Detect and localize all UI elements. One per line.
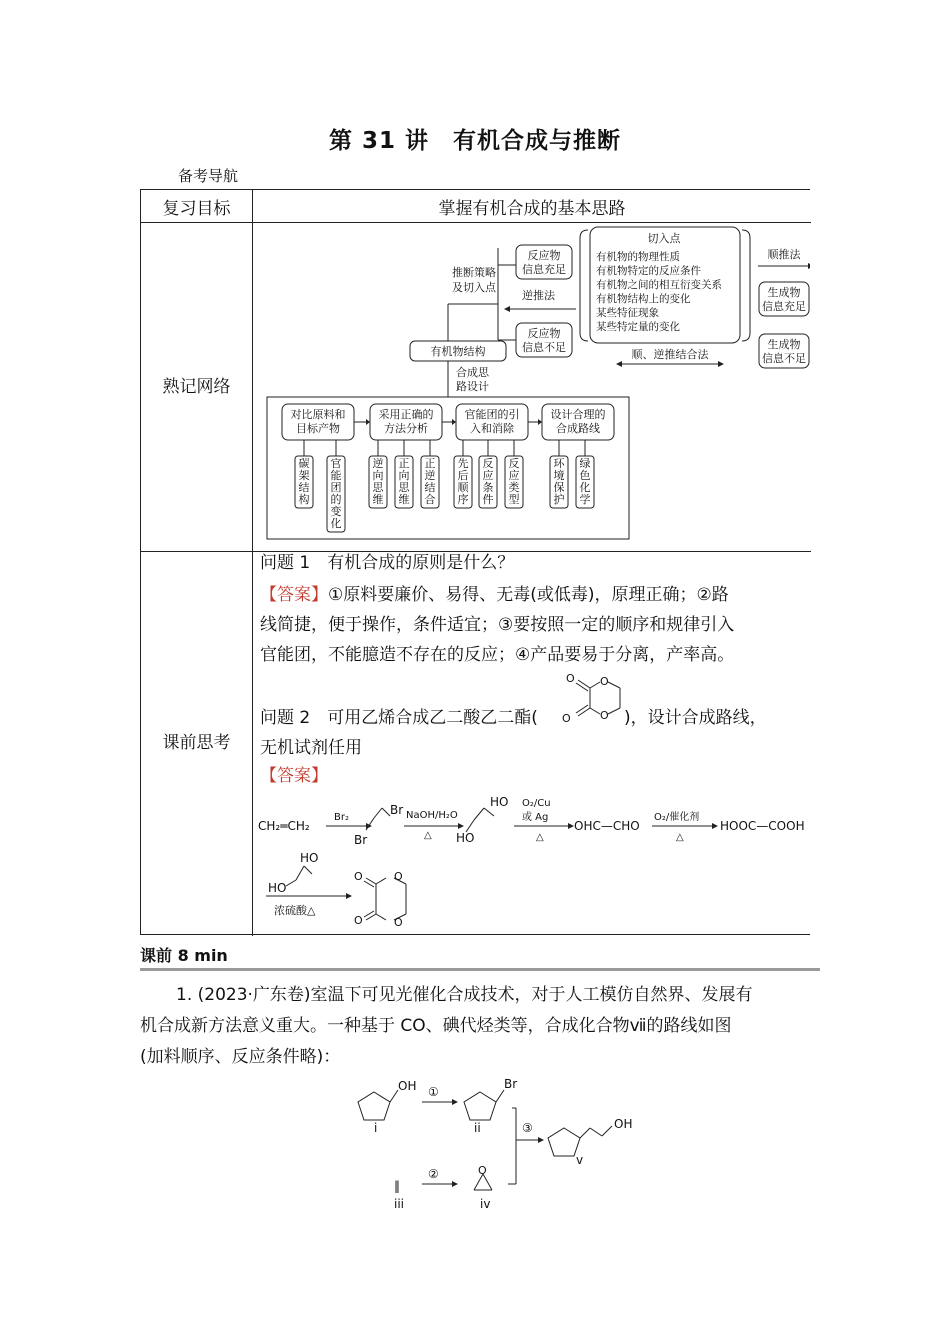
design-line2: 路设计 — [456, 380, 489, 393]
br-label: Br — [504, 1077, 518, 1091]
br-top: Br — [390, 803, 404, 817]
label-iii: iii — [394, 1197, 405, 1211]
step-label: 合成路线 — [556, 422, 600, 435]
step-1: ① — [428, 1085, 439, 1099]
br-bottom: Br — [354, 833, 368, 847]
step-label: 入和消除 — [470, 422, 514, 435]
entry-title: 切入点 — [647, 232, 681, 245]
ho-top-2: HO — [300, 851, 319, 865]
o-label: O — [394, 870, 403, 883]
label-ii: ii — [474, 1121, 481, 1135]
step-label: 目标产物 — [296, 422, 340, 435]
page-title: 第 31 讲 有机合成与推断 — [328, 128, 622, 154]
o-label: O — [354, 870, 363, 883]
step-label: 对比原料和 — [290, 408, 346, 421]
both-label: 顺、逆推结合法 — [631, 348, 709, 361]
sub-label: 官能团的变化 — [330, 458, 342, 530]
oh-label-v: OH — [614, 1117, 633, 1131]
entry-item: 有机物结构上的变化 — [596, 293, 691, 305]
reagent-o2cu: O₂/Cu — [522, 798, 551, 809]
question-2-line2: 无机试剂任用 — [260, 738, 362, 758]
q1-line3: (加料顺序、反应条件略)： — [140, 1047, 341, 1067]
entry-item: 某些特定量的变化 — [596, 321, 680, 333]
label-v: v — [576, 1153, 584, 1167]
reagent-o2-cat: O₂/催化剂 — [654, 812, 700, 823]
guide-label: 备考导航 — [178, 167, 239, 185]
glyoxal: OHC—CHO — [574, 819, 640, 833]
q1-line2: 机合成新方法意义重大。一种基于 CO、碘代烃类等，合成化合物ⅶ的路线如图 — [140, 1016, 732, 1036]
question-2-part2: )，设计合成路线， — [624, 708, 767, 728]
forward-label: 顺推法 — [767, 248, 801, 261]
step-label: 采用正确的 — [378, 408, 434, 421]
entry-item: 有机物的物理性质 — [596, 251, 680, 263]
strategy-line1: 推断策略 — [452, 266, 496, 279]
question-1-text — [140, 980, 820, 1073]
answer-tag: 【答案】 — [260, 585, 328, 605]
product-less-1: 生成物 — [767, 338, 801, 351]
section-label: 课前 8 min — [140, 946, 228, 965]
row-label-think: 课前思考 — [162, 733, 231, 753]
oxalic-acid: HOOC—COOH — [720, 819, 805, 833]
sub-label: 绿色化学 — [579, 458, 591, 506]
o-label: O — [566, 672, 575, 685]
row-label-goal: 复习目标 — [162, 199, 231, 219]
synthesis-route — [256, 790, 810, 930]
structure-label: 有机物结构 — [430, 345, 486, 358]
sub-label: 反应条件 — [482, 458, 494, 506]
forward-info-2: 信息充足 — [522, 263, 566, 276]
product-less-2: 信息不足 — [762, 352, 806, 365]
design-line1: 合成思 — [456, 366, 489, 379]
row-label-network: 熟记网络 — [162, 377, 231, 397]
o-label: O — [600, 709, 609, 722]
sub-label: 正向思维 — [398, 458, 410, 506]
answer-1 — [260, 580, 805, 670]
o-label: O — [562, 712, 571, 725]
sub-label: 反应类型 — [508, 458, 520, 506]
step-3: ③ — [522, 1121, 533, 1135]
o-label: O — [394, 916, 403, 929]
o-label: O — [354, 914, 363, 927]
answer-1-line2: 线简捷，便于操作，条件适宜；③要按照一定的顺序和规律引入 — [260, 615, 735, 635]
backward-info-1: 反应物 — [527, 327, 561, 340]
sub-label: 正逆结合 — [424, 458, 436, 506]
answer-2-tag: 【答案】 — [260, 766, 328, 786]
forward-info-1: 反应物 — [527, 249, 561, 262]
ho-top: HO — [490, 795, 509, 809]
sub-label: 逆向思维 — [372, 458, 384, 506]
question-1: 问题 1 有机合成的原则是什么？ — [260, 553, 515, 573]
reagent-br2: Br₂ — [334, 812, 349, 823]
step-2: ② — [428, 1167, 439, 1181]
section-header — [140, 943, 820, 971]
entry-item: 有机物之间的相互衍变关系 — [596, 279, 722, 291]
o-label: O — [600, 675, 609, 688]
q1-line1: 1. (2023·广东卷)室温下可见光催化合成技术，对于人工模仿自然界、发展有 — [176, 985, 753, 1005]
o-label: O — [478, 1164, 487, 1177]
ho-bottom: HO — [456, 831, 475, 845]
step-label: 设计合理的 — [550, 408, 606, 421]
entry-item: 某些特征现象 — [596, 307, 659, 319]
reagent-naoh: NaOH/H₂O — [406, 810, 458, 821]
strategy-line2: 及切入点 — [452, 281, 496, 294]
answer-1-line3: 官能团，不能臆造不存在的反应；④产品要易于分离，产率高。 — [260, 645, 735, 665]
sub-label: 碳架结构 — [298, 458, 310, 506]
question-2-part1: 问题 2 可用乙烯合成乙二酸乙二酯( — [260, 708, 538, 728]
sub-label: 环境保护 — [553, 458, 565, 506]
double-bond: ‖ — [394, 1179, 400, 1193]
ho-bottom-2: HO — [268, 881, 287, 895]
product-full-2: 信息充足 — [762, 300, 806, 313]
label-iv: iv — [480, 1197, 491, 1211]
reagent-h2so4: 浓硫酸△ — [274, 904, 316, 917]
answer-1-line1: ①原料要廉价、易得、无毒(或低毒)，原理正确；②路 — [328, 585, 729, 605]
label-i: i — [374, 1121, 378, 1135]
step-label: 方法分析 — [384, 422, 428, 435]
reagent-ag: 或 Ag — [522, 812, 549, 823]
backward-label: 逆推法 — [522, 289, 555, 302]
ethylene: CH₂═CH₂ — [258, 819, 310, 833]
backward-info-2: 信息不足 — [522, 341, 566, 354]
reaction-scheme — [340, 1070, 650, 1220]
oh-label: OH — [398, 1079, 417, 1093]
delta: △ — [676, 832, 684, 843]
delta: △ — [536, 832, 544, 843]
knowledge-network-diagram — [252, 222, 810, 550]
step-label: 官能团的引 — [464, 408, 520, 421]
row-content-goal: 掌握有机合成的基本思路 — [438, 199, 626, 219]
sub-label: 先后顺序 — [457, 458, 469, 506]
entry-item: 有机物特定的反应条件 — [596, 265, 701, 277]
delta: △ — [424, 830, 432, 841]
product-full-1: 生成物 — [767, 286, 801, 299]
